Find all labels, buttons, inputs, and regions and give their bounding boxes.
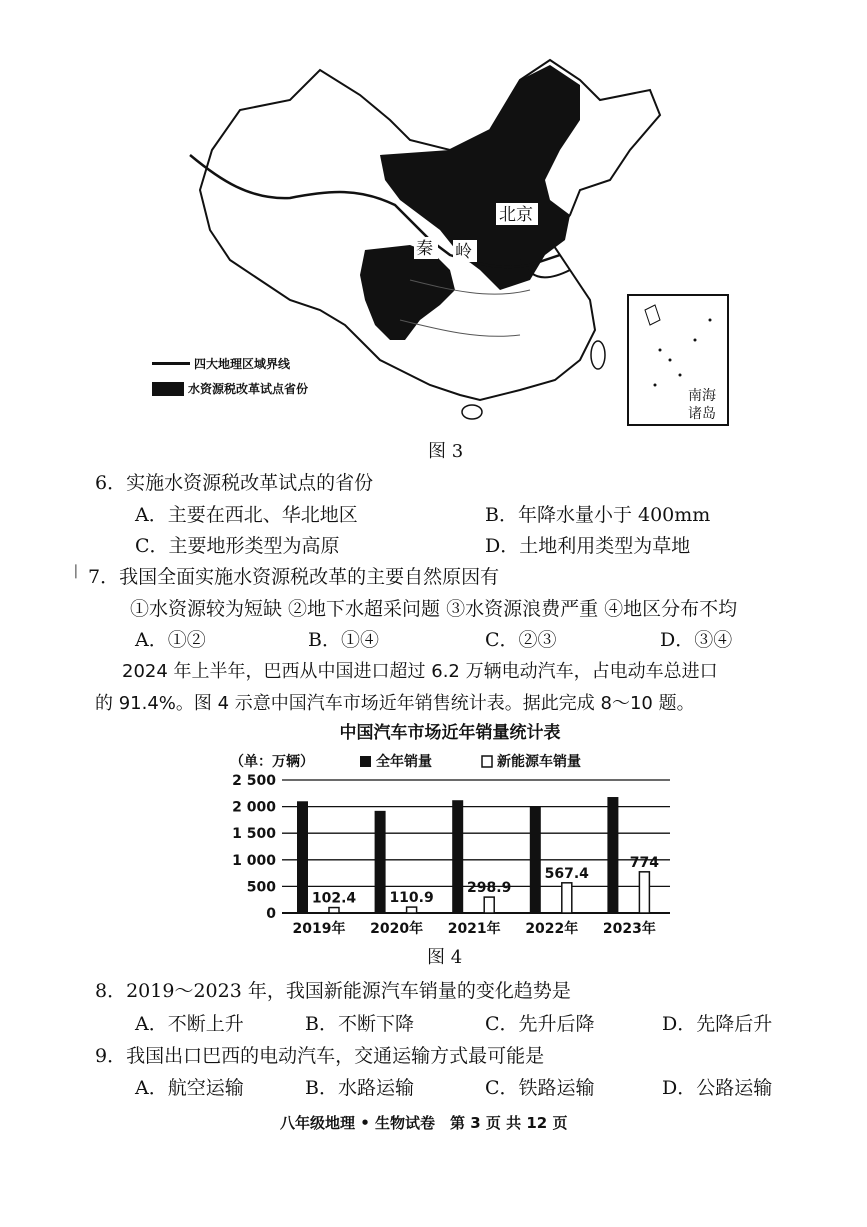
q7-option-d[interactable]: D．③④ <box>660 629 733 651</box>
page-footer: 八年级地理 • 生物试卷 第 3 页 共 12 页 <box>280 1114 568 1132</box>
qin-label: 秦 <box>416 239 433 259</box>
x-category-label: 2019年 <box>292 921 346 937</box>
q6-option-b[interactable]: B．年降水量小于 400mm <box>485 504 711 526</box>
boundary-legend-label: 四大地理区域界线 <box>194 357 291 371</box>
bar-total-sales <box>452 800 463 913</box>
q8-option-d[interactable]: D．先降后升 <box>662 1013 773 1035</box>
boundary-legend-swatch <box>152 362 190 365</box>
y-tick-label: 0 <box>266 906 276 922</box>
q7-marker: ❘ <box>70 563 82 579</box>
bar-nev-sales <box>329 908 339 913</box>
x-category-label: 2021年 <box>447 921 501 937</box>
y-tick-label: 2 000 <box>232 799 276 816</box>
sales-chart-svg <box>220 718 680 943</box>
q9-option-a[interactable]: A．航空运输 <box>135 1077 244 1099</box>
map-legend <box>152 355 308 397</box>
bar-nev-sales <box>407 907 417 913</box>
q9-option-b[interactable]: B．水路运输 <box>305 1077 414 1099</box>
q7-option-a[interactable]: A．①② <box>135 629 206 651</box>
bar-nev-value-label: 567.4 <box>544 865 589 882</box>
q9-option-d[interactable]: D．公路运输 <box>662 1077 773 1099</box>
bar-total-sales <box>297 801 308 913</box>
sales-chart-figure <box>220 718 680 943</box>
x-category-label: 2023年 <box>602 921 656 937</box>
chart-title: 中国汽车市场近年销量统计表 <box>339 723 561 743</box>
y-tick-label: 1 000 <box>232 852 276 869</box>
y-tick-label: 2 500 <box>232 773 276 789</box>
chart-unit-label: （单：万辆） <box>230 754 314 770</box>
bar-nev-sales <box>484 897 494 913</box>
q7-option-c[interactable]: C．②③ <box>485 629 557 651</box>
q6-stem: 6．实施水资源税改革试点的省份 <box>95 472 374 494</box>
bar-total-sales <box>530 806 541 913</box>
ling-label: 岭 <box>455 242 472 262</box>
intro-line-2: 的 91.4%。图 4 示意中国汽车市场近年销售统计表。据此完成 8～10 题。 <box>95 693 695 714</box>
pilot-legend-label: 水资源税改革试点省份 <box>188 382 309 396</box>
q9-stem: 9．我国出口巴西的电动汽车，交通运输方式最可能是 <box>95 1045 545 1067</box>
x-category-label: 2022年 <box>525 921 579 937</box>
figure3-caption: 图 3 <box>428 441 464 462</box>
q6-option-d[interactable]: D．土地利用类型为草地 <box>485 535 691 557</box>
bar-total-sales <box>375 811 386 913</box>
bar-nev-sales <box>562 883 572 913</box>
bar-nev-value-label: 774 <box>629 854 660 871</box>
legend-label-total: 全年销量 <box>376 754 432 770</box>
legend-swatch-total <box>360 756 371 767</box>
taiwan <box>591 341 605 369</box>
intro-line-1: 2024 年上半年，巴西从中国进口超过 6.2 万辆电动汽车，占电动车总进口 <box>122 661 718 682</box>
bar-nev-sales <box>639 872 649 913</box>
q8-stem: 8．2019～2023 年，我国新能源汽车销量的变化趋势是 <box>95 980 571 1002</box>
y-tick-label: 500 <box>246 879 276 896</box>
legend-label-nev: 新能源车销量 <box>497 754 581 770</box>
beijing-label: 北京 <box>499 205 533 225</box>
q8-option-a[interactable]: A．不断上升 <box>135 1013 244 1035</box>
x-category-label: 2020年 <box>370 921 424 937</box>
hainan <box>462 405 482 419</box>
pilot-legend-swatch <box>152 382 184 396</box>
bar-nev-value-label: 102.4 <box>311 890 357 907</box>
bar-total-sales <box>607 797 618 913</box>
bar-nev-value-label: 298.9 <box>467 880 512 897</box>
y-tick-label: 1 500 <box>232 826 276 843</box>
q9-option-c[interactable]: C．铁路运输 <box>485 1077 595 1099</box>
bar-nev-value-label: 110.9 <box>389 890 434 907</box>
q7-stem: 7．我国全面实施水资源税改革的主要自然原因有 <box>88 566 500 588</box>
inset-label-1: 南海 <box>688 388 716 404</box>
q7-items: ①水资源较为短缺 ②地下水超采问题 ③水资源浪费严重 ④地区分布不均 <box>130 598 738 620</box>
q7-option-b[interactable]: B．①④ <box>308 629 379 651</box>
inset-label-2: 诸岛 <box>688 406 716 422</box>
q6-option-a[interactable]: A．主要在西北、华北地区 <box>135 504 358 526</box>
q8-option-c[interactable]: C．先升后降 <box>485 1013 595 1035</box>
q8-option-b[interactable]: B．不断下降 <box>305 1013 414 1035</box>
q6-option-c[interactable]: C．主要地形类型为高原 <box>135 535 340 557</box>
figure4-caption: 图 4 <box>427 947 463 968</box>
legend-swatch-nev <box>482 756 492 767</box>
